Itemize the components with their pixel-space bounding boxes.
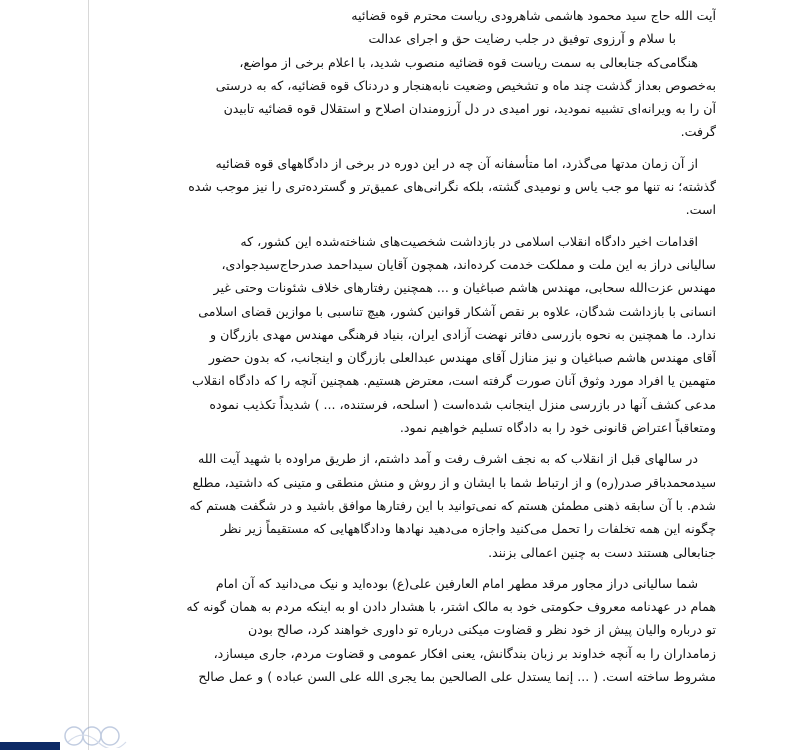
- letter-line: آن را به ویرانه‌ای تشبیه نمودید، نور امیدی در دل آرزومندان اصلاح و استقلال قوه قضائیه تابیدن: [223, 101, 716, 117]
- letter-line: اقدامات اخیر دادگاه انقلاب اسلامی در بازداشت شخصیت‌های شناخته‌شده این کشور، که: [240, 233, 698, 249]
- letter-line: مشروط ساخته است. ( ... إنما یستدل علی الصالحین بما یجری الله علی السن عباده ) و عمل صالح: [198, 669, 716, 685]
- paragraph-gap: [96, 439, 716, 447]
- emblem-icon: [62, 724, 132, 748]
- letter-line: انسانی با بازداشت شدگان، علاوه بر نقص آشکار قوانین کشور، هیچ تناسبی با موازین قضای اسلامی: [198, 303, 716, 319]
- letter-line: شدم. با آن سابقه ذهنی مطمئن هستم که نمی‌توانید با این رفتارها موافق باشید و در شگفت هستم که: [189, 497, 716, 513]
- letter-line: گرفت.: [680, 124, 716, 140]
- letter-line: از آن زمان مدتها می‌گذرد، اما متأسفانه آن چه در این دوره در برخی از دادگاههای قوه قضائیه: [215, 155, 698, 171]
- publisher-logo-icon: [0, 722, 140, 750]
- letter-line: سالیانی دراز به این ملت و مملکت خدمت کرده‌اند، همچون آقایان سیداحمد صدرحاج‌سیدجوادی،: [221, 256, 716, 272]
- page-edge-divider: [88, 0, 89, 750]
- letter-line: مدعی کشف آنها در بازرسی منزل اینجانب شده‌است ( اسلحه، فرستنده، ... ) شدیداً تکذیب نموده: [209, 396, 716, 412]
- letter-line: است.: [685, 202, 716, 218]
- letter-line: مهندس عزت‌الله سحابی، مهندس هاشم صباغیان و ... همچنین رفتارهای خلاف شئونات وحتی غیر: [213, 280, 716, 296]
- letter-line: جنابعالی هستند دست به چنین اعمالی بزنند.: [488, 544, 716, 560]
- letter-line: متهمین یا افراد مورد وثوق آنان صورت گرفته است، معترض هستیم. همچنین آنچه را که دادگاه انقلاب: [191, 373, 716, 389]
- paragraph-gap: [96, 144, 716, 152]
- letter-line: در سالهای قبل از انقلاب که به نجف اشرف رفت و آمد داشتم، از طریق مراوده با شهید آیت الله: [198, 451, 698, 467]
- letter-line: شما سالیانی دراز مجاور مرقد مطهر امام العارفین علی(ع) بوده‌اید و نیک می‌دانید که آن امام: [215, 575, 698, 591]
- letter-line: به‌خصوص بعداز گذشت چند ماه و تشخیص وضعیت نابه‌هنجار و دردناک قوه قضائیه، که به درستی: [215, 77, 716, 93]
- paragraph-gap: [96, 222, 716, 230]
- letter-line: ندارد. ما همچنین به نحوه بازرسی دفاتر نهضت آزادی ایران، بنیاد فرهنگی مهندس مهدی بازرگان و: [210, 326, 716, 342]
- letter-line: سیدمحمدباقر صدر(ره) و از ارتباط شما با ایشان و از روش و منش منطقی و متینی که داشتید، مطلع: [192, 474, 716, 490]
- letter-line: گذشته؛ نه تنها مو جب یاس و نومیدی گشته، بلکه نگرانی‌های عمیق‌تر و گسترده‌تری را نیز موجب شده: [188, 179, 716, 195]
- letter-line: زمامداران را به آنچه خداوند بر زبان بندگانش، یعنی افکار عمومی و قضاوت مردم، جاری میسازد،: [213, 645, 716, 661]
- letter-line: آیت الله حاج سید محمود هاشمی شاهرودی ریاست محترم قوه قضائیه: [351, 8, 716, 23]
- brand-bar: [0, 742, 60, 750]
- letter-line: ومتعاقباً اعتراض قانونی خود را به دادگاه تسلیم خواهیم نمود.: [399, 420, 716, 436]
- letter-line: با سلام و آرزوی توفیق در جلب رضایت حق و اجرای عدالت: [368, 31, 676, 47]
- letter-line: تو درباره والیان پیش از خود نظر و قضاوت میکنی درباره تو داوری خواهند کرد، صالح بودن: [248, 622, 716, 638]
- paragraph-gap: [96, 564, 716, 572]
- letter-line: هنگامی‌که جنابعالی به سمت ریاست قوه قضائیه منصوب شدید، با اعلام برخی از مواضع،: [239, 54, 698, 70]
- letter-body: [96, 4, 716, 688]
- letter-line: چگونه این همه تخلفات را تحمل می‌کنید واجازه می‌دهید نهادها ودادگاههایی که مستقیماً زیر نظر: [220, 521, 716, 537]
- letter-line: آقای مهندس هاشم صباغیان و نیز منازل آقای مهندس عبدالعلی بازرگان و اینجانب، که بدون حضور: [208, 350, 716, 366]
- letter-line: همام در عهدنامه معروف حکومتی خود به مالک اشتر، با هشدار دادن او به اینکه مردم به همان گونه که: [186, 599, 716, 615]
